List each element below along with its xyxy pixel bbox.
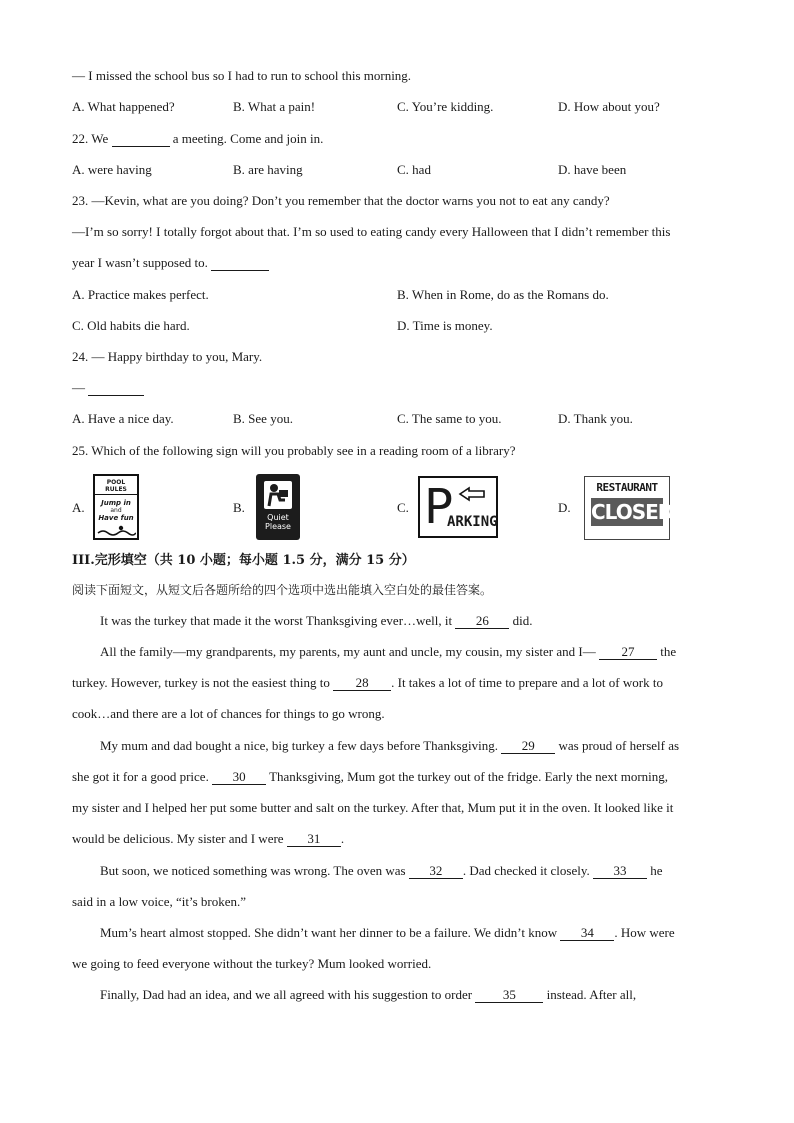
passage-text: . [340, 831, 345, 846]
question-21-dialog: — I missed the school bus so I had to run to school this morning. [72, 68, 412, 83]
option-25d-letter: D. [558, 500, 571, 515]
restaurant-text: RESTAURANT [596, 481, 658, 494]
pool-rules-line3: Have fun [98, 514, 134, 522]
option-22b: B. are having [233, 162, 303, 177]
option-23c: C. Old habits die hard. [72, 318, 190, 333]
option-25b-letter: B. [233, 500, 245, 515]
blank-34: 34 [560, 926, 614, 941]
swimmer-icon [96, 524, 136, 536]
passage-text: All the family—my grandparents, my parents, my aunt and uncle, my cousin, my sister and I— [100, 644, 596, 659]
blank-33: 33 [593, 864, 647, 879]
question-23-line2: —I’m so sorry! I totally forgot about that. I’m so used to eating candy every Halloween that I didn’t remember this [72, 224, 671, 239]
blank-35: 35 [475, 988, 543, 1003]
passage-text: was proud of herself as [558, 738, 680, 753]
option-21c: C. You’re kidding. [397, 99, 494, 114]
passage-text: the [660, 644, 677, 659]
answer-blank-22 [112, 132, 170, 147]
passage-text: he [650, 863, 663, 878]
quiet-please-line2: Please [265, 522, 291, 531]
pool-rules-line2: and [110, 507, 122, 514]
option-22d: D. have been [558, 162, 627, 177]
blank-29: 29 [501, 739, 555, 754]
question-25: 25. Which of the following sign will you probably see in a reading room of a library? [72, 443, 516, 458]
passage-text: . It takes a lot of time to prepare and a lot of work to [391, 675, 663, 690]
question-22-pre: 22. We [72, 131, 109, 146]
option-24b: B. See you. [233, 411, 293, 426]
option-24a: A. Have a nice day. [72, 411, 174, 426]
question-23-line3-text: year I wasn’t supposed to. [72, 255, 208, 270]
closed-text: CLOSED [591, 500, 674, 524]
option-25c-letter: C. [397, 500, 409, 515]
parking-text: ARKING [447, 514, 498, 530]
question-22 [72, 131, 323, 147]
passage-line-4: cook…and there are a lot of chances for things to go wrong. [72, 706, 385, 721]
passage-line-10: said in a low voice, “it’s broken.” [72, 894, 247, 909]
blank-28: 28 [333, 676, 391, 691]
passage-line-2 [100, 644, 676, 660]
pool-rules-line1: Jump in [101, 499, 131, 507]
option-25a-letter: A. [72, 500, 85, 515]
quiet-please-line1: Quiet [267, 513, 289, 522]
passage-line-12: we going to feed everyone without the turkey? Mum looked worried. [72, 956, 432, 971]
question-23-line1: 23. —Kevin, what are you doing? Don’t you remember that the doctor warns you not to eat any candy? [72, 193, 610, 208]
blank-31: 31 [287, 832, 341, 847]
option-21a: A. What happened? [72, 99, 175, 114]
passage-text: would be delicious. My sister and I were [72, 831, 284, 846]
passage-text: It was the turkey that made it the worst Thanksgiving ever…well, it [100, 613, 453, 628]
passage-text: she got it for a good price. [72, 769, 209, 784]
pool-rules-sign [93, 474, 139, 540]
parking-p-letter: P [424, 479, 453, 535]
section-3-instruction: 阅读下面短文，从短文后各题所给的四个选项中选出能填入空白处的最佳答案。 [72, 583, 493, 597]
answer-blank-23 [211, 256, 269, 271]
option-23d: D. Time is money. [397, 318, 493, 333]
option-24c: C. The same to you. [397, 411, 502, 426]
option-23a: A. Practice makes perfect. [72, 287, 209, 302]
passage-line-3 [72, 675, 663, 691]
passage-text: But soon, we noticed something was wrong. The oven was [100, 863, 406, 878]
section-3-title: III.完形填空（共 10 小题；每小题 1.5 分，满分 15 分） [72, 553, 415, 568]
passage-line-1 [100, 613, 533, 629]
restaurant-closed-sign [584, 476, 674, 540]
blank-30: 30 [212, 770, 266, 785]
option-21b: B. What a pain! [233, 99, 316, 114]
passage-line-11 [100, 925, 675, 941]
passage-text: instead. After all, [546, 987, 637, 1002]
parking-sign [418, 476, 498, 538]
option-23b: B. When in Rome, do as the Romans do. [397, 287, 609, 302]
passage-text: turkey. However, turkey is not the easiest thing to [72, 675, 330, 690]
passage-line-6 [72, 769, 668, 785]
option-22c: C. had [397, 162, 431, 177]
passage-line-5 [100, 738, 679, 754]
passage-line-7: my sister and I helped her put some butter and salt on the turkey. After that, Mum put it in the oven. It looked like it [72, 800, 674, 815]
passage-text: . Dad checked it closely. [462, 863, 590, 878]
passage-line-9 [100, 863, 663, 879]
passage-text: . How were [614, 925, 675, 940]
answer-blank-24 [88, 381, 144, 396]
option-21d: D. How about you? [558, 99, 660, 114]
left-arrow-icon [458, 486, 486, 502]
passage-text: Thanksgiving, Mum got the turkey out of the fridge. Early the next morning, [269, 769, 669, 784]
question-24-dash: — [72, 380, 85, 395]
passage-line-8 [72, 831, 344, 847]
question-23-line3 [72, 255, 269, 271]
option-22a: A. were having [72, 162, 152, 177]
option-24d: D. Thank you. [558, 411, 633, 426]
question-22-post: a meeting. Come and join in. [172, 131, 324, 146]
blank-26: 26 [455, 614, 509, 629]
quiet-please-sign [256, 474, 300, 540]
passage-text: did. [512, 613, 533, 628]
passage-text: Finally, Dad had an idea, and we all agreed with his suggestion to order [100, 987, 473, 1002]
reading-person-icon [263, 480, 293, 510]
question-24-line1: 24. — Happy birthday to you, Mary. [72, 349, 263, 364]
question-24-line2 [72, 380, 144, 396]
blank-27: 27 [599, 645, 657, 660]
passage-text: Mum’s heart almost stopped. She didn’t want her dinner to be a failure. We didn’t know [100, 925, 558, 940]
pool-rules-title: POOL RULES [95, 479, 137, 495]
passage-line-13 [100, 987, 636, 1003]
blank-32: 32 [409, 864, 463, 879]
passage-text: My mum and dad bought a nice, big turkey a few days before Thanksgiving. [100, 738, 498, 753]
